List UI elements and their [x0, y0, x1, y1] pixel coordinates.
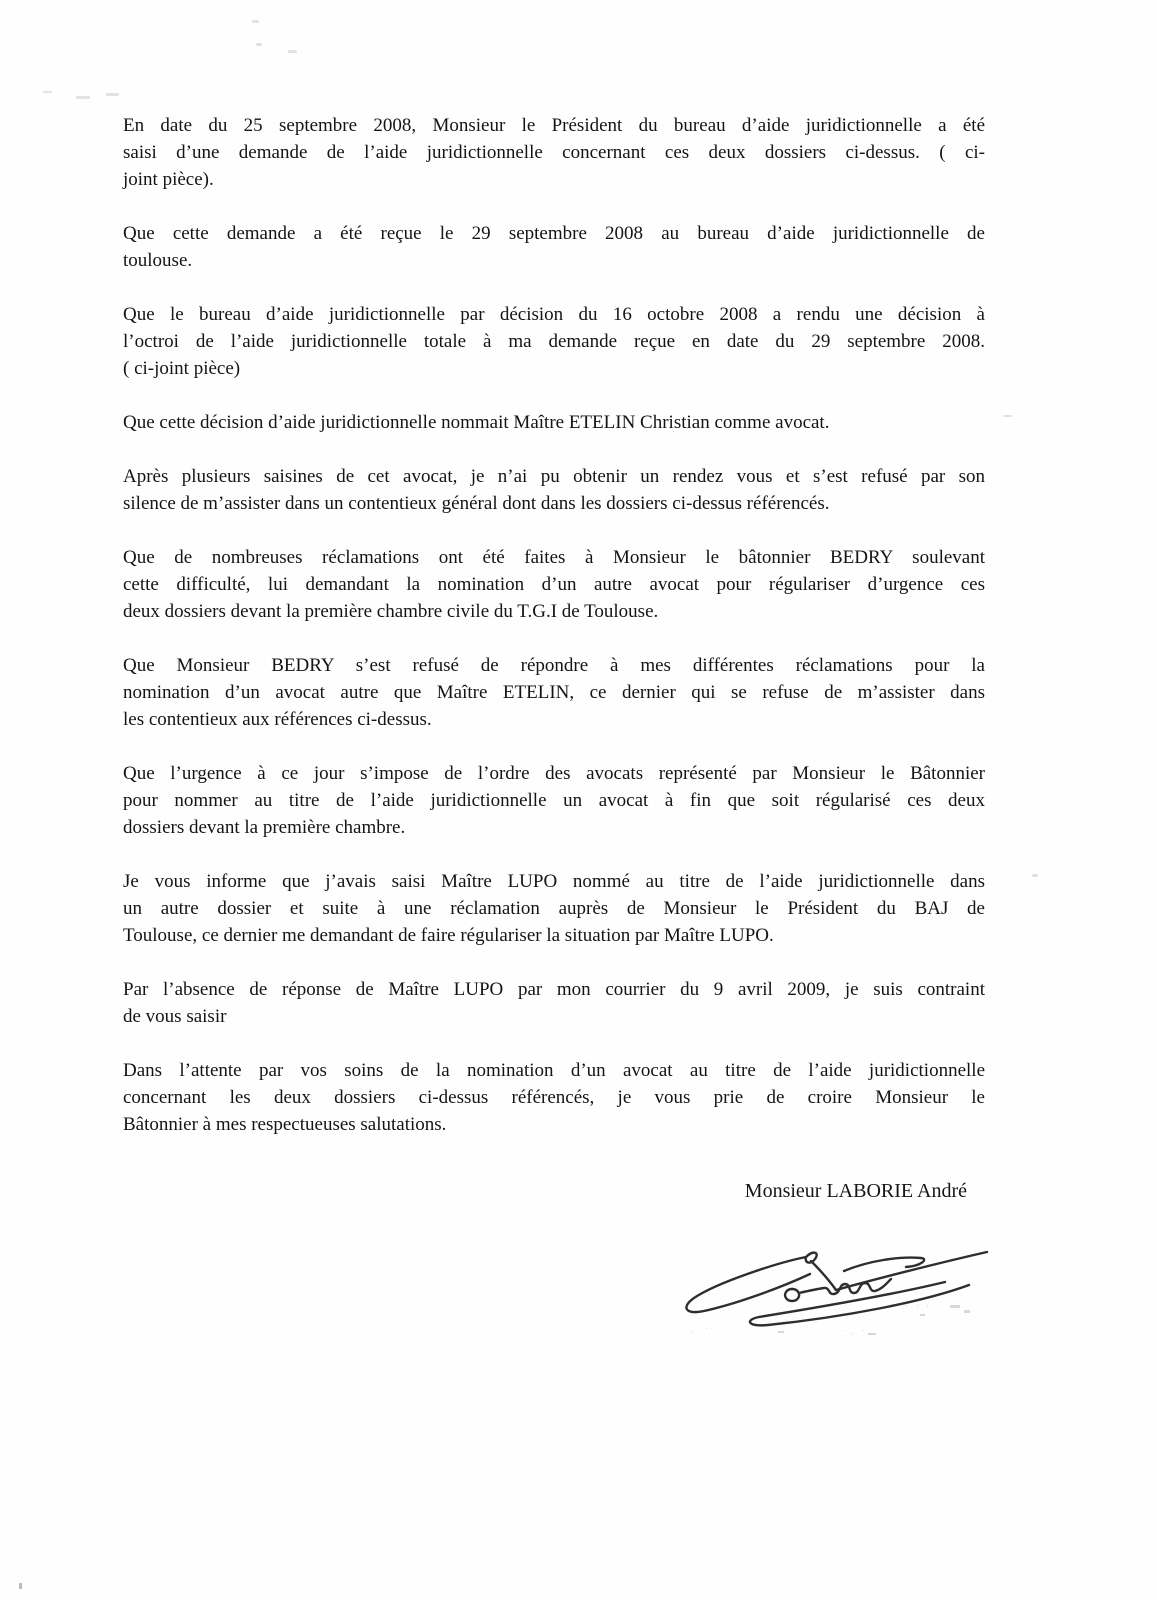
paragraph: [123, 463, 985, 517]
paragraph-line: Que cette demande a été reçue le 29 septembre 2008 au bureau d’aide juridictionnelle de: [123, 223, 985, 244]
paragraph-line: joint pièce).: [123, 169, 214, 190]
paragraph-line: toulouse.: [123, 250, 193, 271]
paragraph-line: Que cette décision d’aide juridictionnelle nommait Maître ETELIN Christian comme avocat.: [123, 412, 830, 433]
paragraph-line: silence de m’assister dans un contentieux général dont dans les dossiers ci-dessus référencés.: [123, 493, 830, 514]
paragraph-line: Bâtonnier à mes respectueuses salutations.: [123, 1114, 447, 1135]
paragraph: [123, 1057, 985, 1138]
paragraph-line: Je vous informe que j’avais saisi Maître LUPO nommé au titre de l’aide juridictionnelle dans: [123, 871, 985, 892]
paragraph-line: deux dossiers devant la première chambre civile du T.G.I de Toulouse.: [123, 601, 659, 622]
paragraph-line: En date du 25 septembre 2008, Monsieur le Président du bureau d’aide juridictionnelle a été: [123, 115, 985, 136]
paragraph-line: Que l’urgence à ce jour s’impose de l’ordre des avocats représenté par Monsieur le Bâtonnier: [123, 763, 985, 784]
paragraph-line: Que Monsieur BEDRY s’est refusé de répondre à mes différentes réclamations pour la: [123, 655, 985, 676]
scan-artifact: ·˙· ·: [905, 1302, 931, 1312]
paragraph-line: Après plusieurs saisines de cet avocat, je n’ai pu obtenir un rendez vous et s’est refusé par son: [123, 466, 985, 487]
paragraph-line: Dans l’attente par vos soins de la nomination d’un avocat au titre de l’aide juridictionnelle: [123, 1060, 985, 1081]
paragraph: [123, 652, 985, 733]
paragraph: [123, 760, 985, 841]
handwritten-signature: [658, 1213, 990, 1337]
paragraph: [123, 409, 985, 436]
scan-artifact: [43, 91, 52, 93]
paragraph-line: concernant les deux dossiers ci-dessus référencés, je vous prie de croire Monsieur le: [123, 1087, 985, 1108]
paragraph-line: nomination d’un avocat autre que Maître ETELIN, ce dernier qui se refuse de m’assister dans: [123, 682, 985, 703]
scan-artifact: [76, 96, 90, 99]
scan-artifact: [1032, 874, 1038, 877]
paragraph-line: pour nommer au titre de l’aide juridictionnelle un avocat à fin que soit régularisé ces deux: [123, 790, 985, 811]
paragraph: [123, 976, 985, 1030]
signature-name: Monsieur LABORIE André: [744, 1180, 967, 1202]
paragraph-line: les contentieux aux références ci-dessus.: [123, 709, 432, 730]
scan-artifact: [288, 50, 297, 53]
scan-artifact: [19, 1583, 22, 1589]
paragraph-line: Par l’absence de réponse de Maître LUPO par mon courrier du 9 avril 2009, je suis contraint: [123, 979, 985, 1000]
paragraph-line: ( ci-joint pièce): [123, 358, 241, 379]
scan-artifact: ˙ · ˙·: [840, 1330, 873, 1340]
paragraph-line: Que de nombreuses réclamations ont été faites à Monsieur le bâtonnier BEDRY soulevant: [123, 547, 985, 568]
paragraph: [123, 868, 985, 949]
paragraph: [123, 220, 985, 274]
paragraph: [123, 544, 985, 625]
paragraph-line: dossiers devant la première chambre.: [123, 817, 406, 838]
paragraph: [123, 301, 985, 382]
paragraph: [123, 112, 985, 193]
signature-icon: [658, 1213, 990, 1337]
paragraph-line: saisi d’une demande de l’aide juridictionnelle concernant ces deux dossiers ci-dessus. ( ci-: [123, 142, 985, 163]
paragraph-line: de vous saisir: [123, 1006, 227, 1027]
paragraph-line: un autre dossier et suite à une réclamation auprès de Monsieur le Président du BAJ de: [123, 898, 985, 919]
paragraph-line: Que le bureau d’aide juridictionnelle par décision du 16 octobre 2008 a rendu une décision à: [123, 304, 985, 325]
scan-artifact: [106, 93, 119, 96]
scan-artifact: [256, 43, 262, 46]
letter-body: [123, 112, 985, 1165]
scan-artifact: [1003, 415, 1012, 417]
scan-artifact: · ˙: [690, 1328, 712, 1338]
scan-artifact: [252, 20, 259, 23]
paragraph-line: Toulouse, ce dernier me demandant de faire régulariser la situation par Maître LUPO.: [123, 925, 774, 946]
paragraph-line: l’octroi de l’aide juridictionnelle totale à ma demande reçue en date du 29 septembre 2008.: [123, 331, 985, 352]
paragraph-line: cette difficulté, lui demandant la nomination d’un autre avocat pour régulariser d’urgence ces: [123, 574, 985, 595]
